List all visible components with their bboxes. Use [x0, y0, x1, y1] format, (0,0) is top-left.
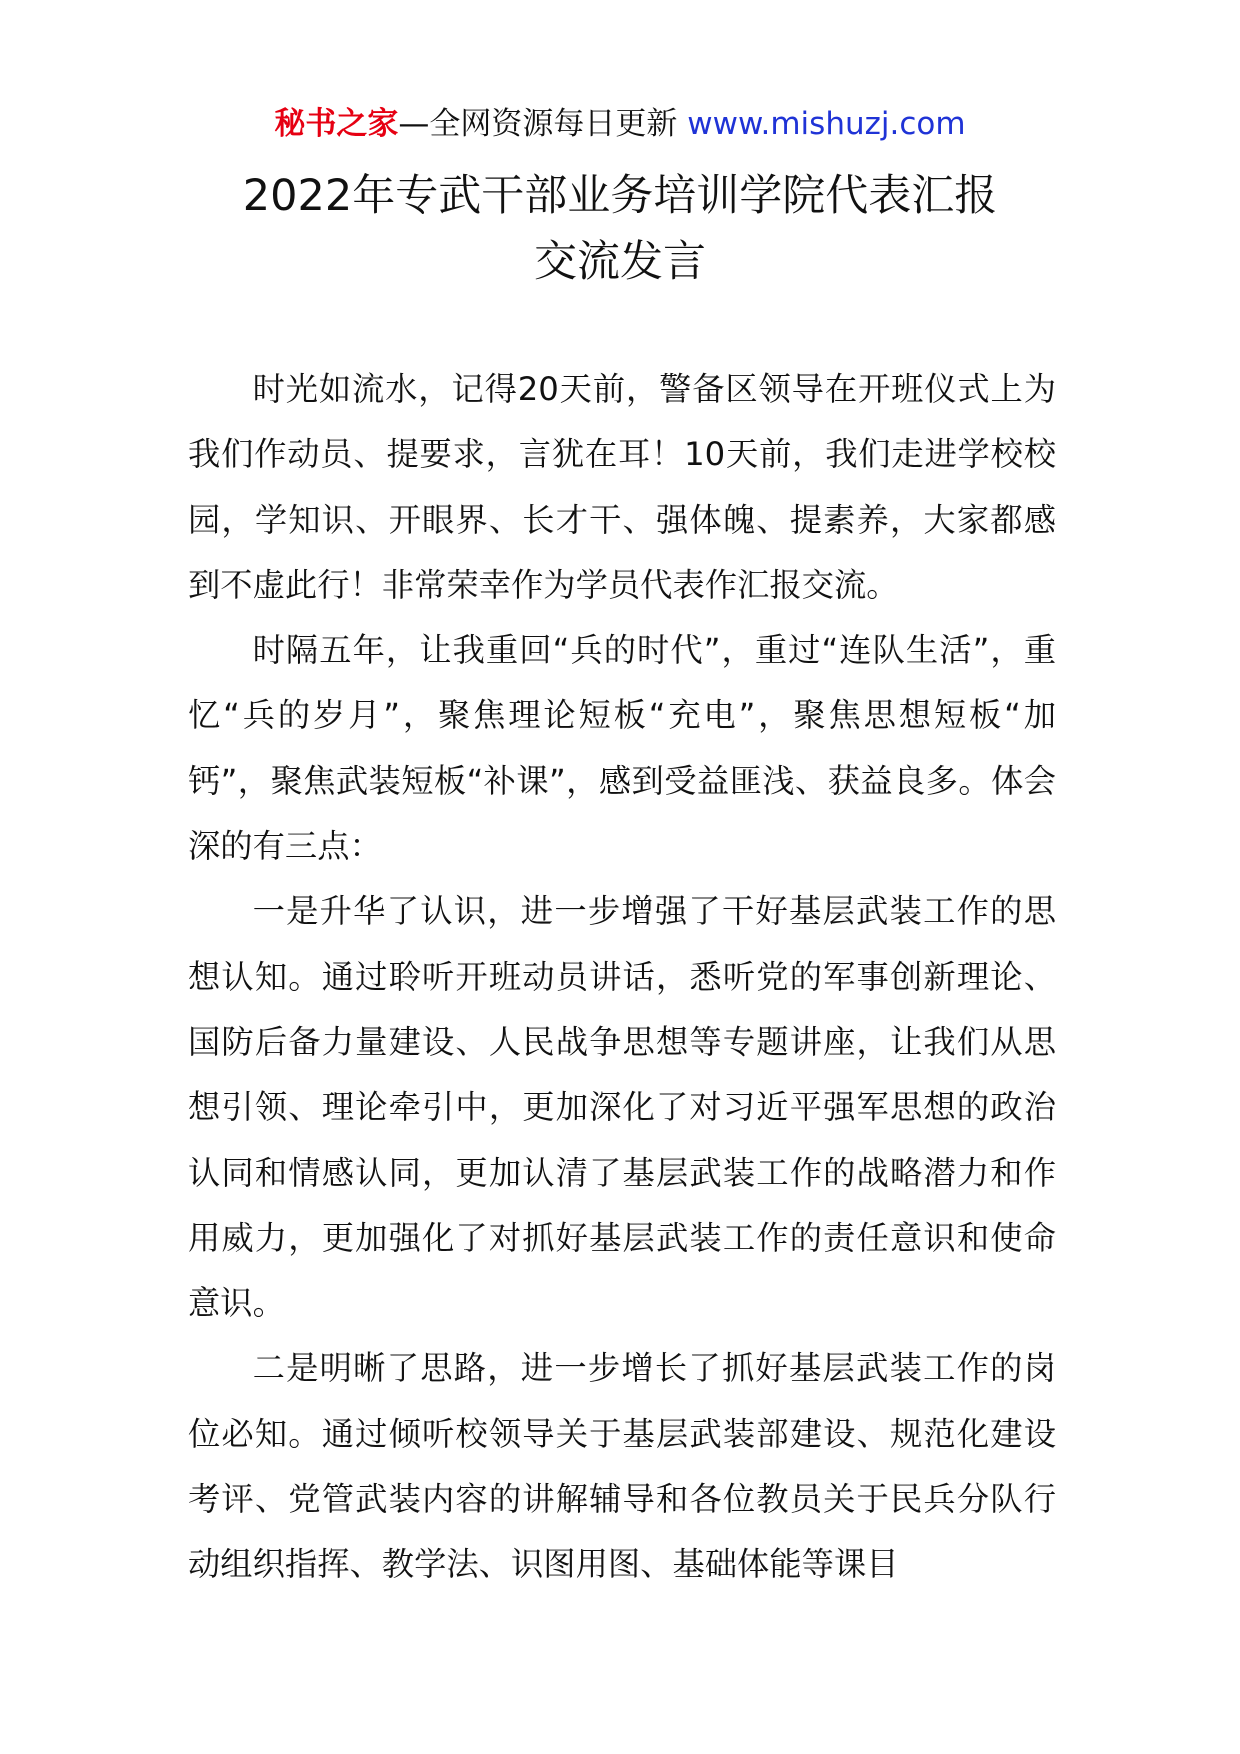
title-line-2: 交流发言 [534, 237, 706, 287]
title-line-1: 2022年专武干部业务培训学院代表汇报 [242, 171, 998, 221]
paragraph-1: 时光如流水，记得20天前，警备区领导在开班仪式上为我们作动员、提要求，言犹在耳！10天前，我们走进学校校园，学知识、开眼界、长才干、强体魄、提素养，大家都感到不虚此行！非常荣幸作为学员代表作汇报交流。 [188, 370, 1056, 604]
paragraph-3: 一是升华了认识，进一步增强了干好基层武装工作的思想认知。通过聆听开班动员讲话，悉听党的军事创新理论、国防后备力量建设、人民战争思想等专题讲座，让我们从思想引领、理论牵引中，更加深化了对习近平强军思想的政治认同和情感认同，更加认清了基层武装工作的战略潜力和作用威力，更加强化了对抓好基层武装工作的责任意识和使命意识。 [188, 892, 1056, 1323]
brand-name: 秘书之家 [274, 106, 399, 142]
site-header [0, 102, 1240, 146]
header-slogan: —全网资源每日更新 [398, 106, 678, 142]
document-body [188, 357, 1056, 1598]
paragraph-4: 二是明晰了思路，进一步增长了抓好基层武装工作的岗位必知。通过倾听校领导关于基层武装部建设、规范化建设考评、党管武装内容的讲解辅导和各位教员关于民兵分队行动组织指挥、教学法、识图用图、基础体能等课目 [188, 1349, 1056, 1584]
document-title [0, 163, 1240, 295]
paragraph-2: 时隔五年，让我重回“兵的时代”，重过“连队生活”，重忆“兵的岁月”，聚焦理论短板“充电”，聚焦思想短板“加钙”，聚焦武装短板“补课”，感到受益匪浅、获益良多。体会深的有三点： [188, 631, 1056, 866]
site-url-link[interactable]: www.mishuzj.com [687, 106, 966, 142]
